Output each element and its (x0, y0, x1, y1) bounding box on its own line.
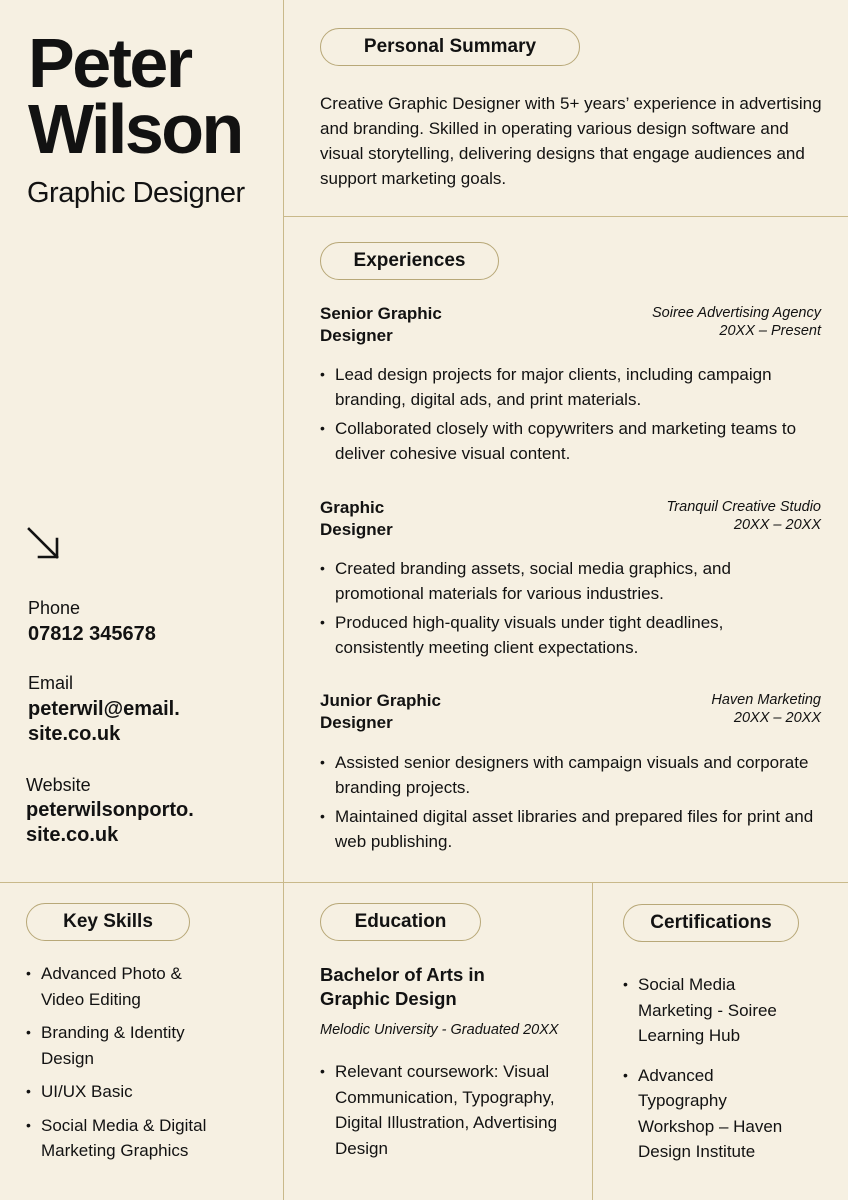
job-dates: 20XX – 20XX (733, 710, 821, 726)
website-value[interactable] (26, 798, 194, 848)
last-name: Wilson (28, 90, 242, 168)
job-meta (667, 498, 821, 534)
job-title-line: Designer (320, 520, 393, 539)
key-skills-heading: Key Skills (26, 903, 190, 941)
education-bullets (320, 1059, 578, 1165)
key-skills-list (26, 961, 226, 1172)
job-title (320, 303, 490, 347)
email-value[interactable] (28, 697, 180, 747)
list-item: • Branding & Identity Design (26, 1020, 226, 1071)
job-meta (652, 304, 821, 340)
job-bullets (320, 556, 765, 664)
certifications-heading: Certifications (623, 904, 799, 942)
list-item: • Advanced Typography Workshop – Haven Design Institute (623, 1063, 798, 1165)
candidate-name (28, 24, 242, 168)
website-line-2: site.co.uk (26, 824, 119, 846)
job-company: Soiree Advertising Agency (652, 305, 821, 321)
job-title-line: Junior Graphic (320, 691, 441, 710)
degree-line: Bachelor of Arts in (320, 964, 485, 985)
list-item: • Relevant coursework: Visual Communication, Typography, Digital Illustration, Advertising Design (320, 1059, 578, 1161)
email-label: Email (28, 673, 74, 693)
list-item: • Lead design projects for major clients, including campaign branding, digital ads, and print materials. (320, 362, 830, 412)
list-item: • Social Media Marketing - Soiree Learning Hub (623, 972, 798, 1049)
personal-summary-heading: Personal Summary (320, 28, 580, 66)
job-dates: 20XX – Present (719, 323, 821, 339)
list-item: • Maintained digital asset libraries and prepared files for print and web publishing. (320, 804, 820, 854)
job-title (320, 690, 490, 734)
divider-certifications (592, 882, 593, 1200)
job-title-line: Senior Graphic (320, 304, 442, 323)
job-meta (711, 691, 821, 727)
email-line-1: peterwil@email. (28, 698, 180, 720)
divider-bottom-section (0, 882, 848, 883)
job-role: Graphic Designer (27, 177, 245, 209)
education-heading: Education (320, 903, 481, 941)
list-item: • Collaborated closely with copywriters and marketing teams to deliver cohesive visual content. (320, 416, 830, 466)
job-title-line: Graphic (320, 498, 385, 517)
personal-summary-text: Creative Graphic Designer with 5+ years’ experience in advertising and branding. Skilled in operating various design software and visual storytelling, delivering designs that engage audiences and support marketing goals. (320, 94, 822, 188)
degree-line: Graphic Design (320, 988, 457, 1009)
experiences-heading: Experiences (320, 242, 499, 280)
list-item: • Advanced Photo & Video Editing (26, 961, 226, 1012)
education-degree (320, 963, 485, 1011)
first-name: Peter (28, 24, 191, 102)
phone-label: Phone (28, 598, 81, 618)
list-item: • Produced high-quality visuals under tight deadlines, consistently meeting client expectations. (320, 610, 765, 660)
job-company: Tranquil Creative Studio (666, 499, 821, 515)
list-item: • Social Media & Digital Marketing Graphics (26, 1113, 226, 1164)
arrow-down-right-icon (26, 526, 62, 562)
list-item: • UI/UX Basic (26, 1079, 226, 1105)
job-bullets (320, 362, 830, 470)
divider-left-column (283, 0, 284, 1200)
job-dates: 20XX – 20XX (733, 517, 821, 533)
job-title (320, 497, 490, 541)
website-line-1: peterwilsonporto. (26, 799, 194, 821)
job-bullets (320, 750, 820, 858)
job-title-line: Designer (320, 326, 393, 345)
website-label: Website (26, 775, 91, 795)
education-school: Melodic University - Graduated 20XX (320, 1022, 559, 1038)
job-title-line: Designer (320, 713, 393, 732)
email-line-2: site.co.uk (28, 723, 121, 745)
job-company: Haven Marketing (711, 692, 821, 708)
phone-value[interactable]: 07812 345678 (28, 623, 156, 645)
list-item: • Created branding assets, social media graphics, and promotional materials for various industries. (320, 556, 765, 606)
list-item: • Assisted senior designers with campaign visuals and corporate branding projects. (320, 750, 820, 800)
divider-summary (283, 216, 848, 217)
certifications-list (623, 972, 798, 1169)
